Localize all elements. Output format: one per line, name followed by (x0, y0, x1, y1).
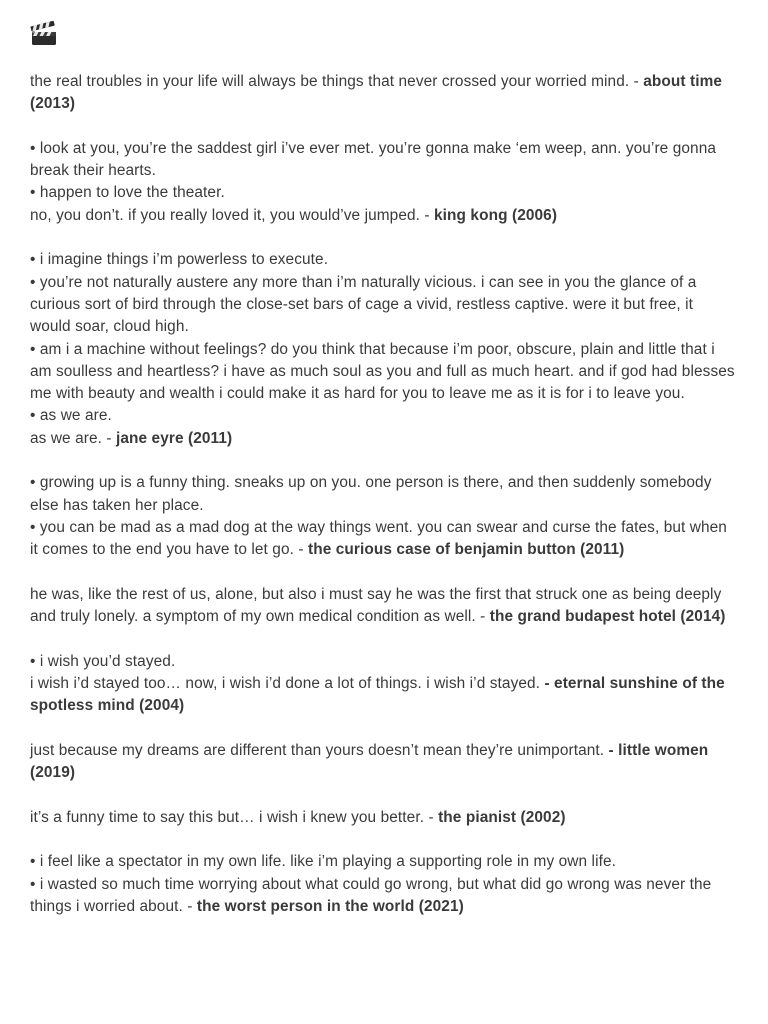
movie-source: jane eyre (2011) (115, 429, 233, 447)
movie-source: about time (2013) (30, 73, 723, 113)
quote-line: • growing up is a funny thing. sneaks up on you. one person is there, and then suddenly somebody else has taken her place. (30, 474, 712, 514)
quote-line: the real troubles in your life will always be things that never crossed your worried mind. - about time (2013) (30, 73, 723, 113)
movie-source: the pianist (2002) (438, 808, 566, 826)
clapper-board-icon (30, 20, 58, 48)
quotes-list (30, 71, 736, 941)
quote-line: • i wasted so much time worrying about what could go wrong, but what did go wrong was never the things i worried about. - the worst person in the world (2021) (30, 875, 712, 915)
quote-line: he was, like the rest of us, alone, but also i must say he was the first that struck one as being deeply and truly lonely. a symptom of my own medical condition as well. - the grand budapest hotel (2014) (30, 585, 726, 626)
quote-block (30, 71, 736, 116)
quote-block (30, 472, 736, 561)
quote-line: • i feel like a spectator in my own life. like i’m playing a supporting role in my own life. (30, 853, 617, 871)
quote-block (30, 584, 736, 629)
quote-block (30, 249, 736, 450)
movie-source: the grand budapest hotel (2014) (489, 608, 726, 626)
quote-block (30, 740, 736, 785)
quote-block (30, 807, 736, 829)
quote-line: no, you don’t. if you really loved it, you would’ve jumped. - king kong (2006) (30, 206, 558, 224)
movie-source: king kong (2006) (434, 206, 558, 224)
quote-line: it’s a funny time to say this but… i wish i knew you better. - the pianist (2002) (30, 808, 566, 826)
movie-source: - eternal sunshine of the spotless mind (2004) (30, 675, 725, 715)
quote-line: • i imagine things i’m powerless to execute. (30, 251, 329, 269)
quote-block (30, 651, 736, 718)
movie-source: the worst person in the world (2021) (196, 897, 464, 915)
quote-block (30, 138, 736, 227)
quote-line: as we are. - jane eyre (2011) (30, 429, 233, 447)
quote-line: • you’re not naturally austere any more than i’m naturally vicious. i can see in you the glance of a curious sort of bird through the close-set bars of cage a vivid, restless captive. were it but free, it would soar, cloud high. (30, 273, 697, 336)
quote-line: just because my dreams are different than yours doesn’t mean they’re unimportant. - little women (2019) (30, 741, 709, 782)
quote-line: • i wish you’d stayed. (30, 652, 176, 670)
movie-source: the curious case of benjamin button (2011) (307, 541, 625, 559)
quote-line: • happen to love the theater. (30, 184, 225, 202)
quote-line: i wish i’d stayed too… now, i wish i’d done a lot of things. i wish i’d stayed. - eternal sunshine of the spotless mind (2004) (30, 675, 725, 715)
quote-line: • look at you, you’re the saddest girl i’ve ever met. you’re gonna make ‘em weep, ann. you’re gonna break their hearts. (30, 139, 717, 180)
quote-block (30, 851, 736, 918)
quote-line: • you can be mad as a mad dog at the way things went. you can swear and curse the fates, but when it comes to the end you have to let go. - the curious case of benjamin button (2011) (30, 518, 727, 559)
movie-source: - little women (2019) (30, 741, 709, 782)
quote-line: • am i a machine without feelings? do you think that because i’m poor, obscure, plain and little that i am soulless and heartless? i have as much soul as you and full as much heart. and if god had blesses me with beauty and wealth i could make it as hard for you to leave me as it is for i to leave you. (30, 340, 735, 403)
quote-line: • as we are. (30, 407, 112, 425)
